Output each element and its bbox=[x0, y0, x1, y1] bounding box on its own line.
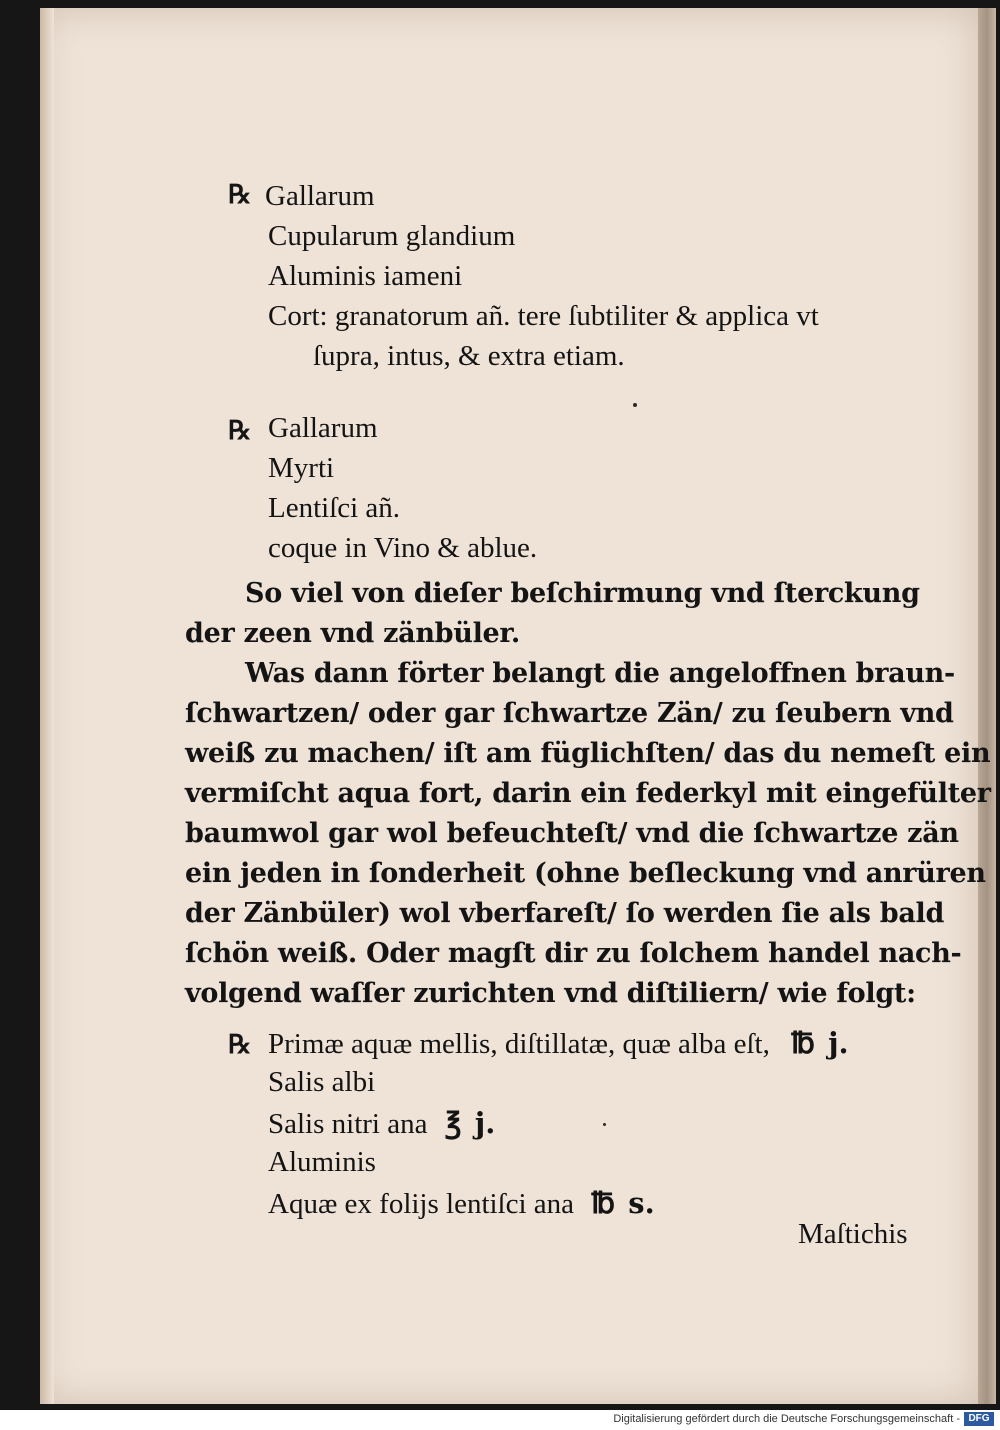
recipe3-line-5 bbox=[268, 1186, 655, 1221]
body-line-5: weiß zu machen/ iſt am füglichſten/ das du nemeſt ein bbox=[185, 738, 991, 769]
body-line-7: baumwol gar wol befeuchteſt/ vnd die ſchwartze zän bbox=[185, 818, 959, 849]
recipe-symbol-2: ℞ bbox=[228, 416, 252, 446]
ink-speck bbox=[633, 403, 637, 407]
pound-symbol: ℔ bbox=[791, 1026, 815, 1060]
page-edge bbox=[978, 8, 996, 1404]
body-line-4: ſchwartzen/ oder gar ſchwartze Zän/ zu ſeubern vnd bbox=[185, 698, 954, 729]
recipe2-line-2: Myrti bbox=[268, 452, 335, 484]
recipe2-line-1: Gallarum bbox=[268, 412, 378, 444]
recipe2-line-3: Lentiſci añ. bbox=[268, 492, 401, 524]
body-line-6: vermiſcht aqua fort, darin ein federkyl mit eingefülter bbox=[185, 778, 991, 809]
body-line-2: der zeen vnd zänbüler. bbox=[185, 618, 520, 649]
body-line-3: Was dann förter belangt die angeloffnen braun- bbox=[245, 658, 955, 689]
recipe1-line-3: Aluminis iameni bbox=[268, 260, 463, 292]
body-line-11: volgend waſſer zurichten vnd diſtiliern/ wie folgt: bbox=[185, 978, 916, 1009]
recipe3-line-3 bbox=[268, 1106, 495, 1141]
body-line-9: der Zänbüler) wol vberfareſt/ ſo werden ſie als bald bbox=[185, 898, 945, 929]
ounce-quantity: j. bbox=[474, 1106, 496, 1140]
footer-credit: Digitalisierung gefördert durch die Deutsche Forschungsgemeinschaft - bbox=[613, 1413, 960, 1425]
recipe3-line-4: Aluminis bbox=[268, 1146, 376, 1178]
body-line-1: So viel von dieſer beſchirmung vnd ſterckung bbox=[245, 578, 920, 609]
dfg-logo: DFG bbox=[964, 1412, 994, 1426]
recipe1-line-2: Cupularum glandium bbox=[268, 220, 516, 252]
recipe2-line-4: coque in Vino & ablue. bbox=[268, 532, 538, 564]
pound-quantity-2: s. bbox=[628, 1186, 655, 1220]
pound-symbol-2: ℔ bbox=[591, 1186, 616, 1220]
body-line-8: ein jeden in ſonderheit (ohne beſleckung vnd anrüren bbox=[185, 858, 986, 889]
recipe3-line-3-text: Salis nitri ana bbox=[268, 1108, 428, 1140]
catchword: Maſtichis bbox=[798, 1218, 908, 1250]
recipe3-line-2: Salis albi bbox=[268, 1066, 376, 1098]
recipe3-line-1-text: Primæ aquæ mellis, diſtillatæ, quæ alba eſt, bbox=[268, 1028, 770, 1060]
book-page bbox=[40, 8, 991, 1404]
recipe3-line-1 bbox=[268, 1026, 849, 1061]
recipe3-line-5-text: Aquæ ex folijs lentiſci ana bbox=[268, 1188, 575, 1220]
recipe-symbol-3: ℞ bbox=[228, 1030, 252, 1060]
pound-quantity: j. bbox=[828, 1026, 849, 1060]
recipe1-line-1: Gallarum bbox=[265, 180, 375, 212]
page-spine-shadow bbox=[40, 8, 54, 1404]
ounce-symbol: ℥ bbox=[444, 1106, 462, 1140]
ink-speck-2 bbox=[603, 1123, 606, 1126]
recipe1-line-4: Cort: granatorum añ. tere ſubtiliter & applica vt bbox=[268, 300, 819, 332]
recipe-symbol-1: ℞ bbox=[228, 180, 252, 210]
recipe1-line-5: ſupra, intus, & extra etiam. bbox=[313, 340, 625, 372]
body-line-10: ſchön weiß. Oder magſt dir zu ſolchem handel nach- bbox=[185, 938, 962, 969]
